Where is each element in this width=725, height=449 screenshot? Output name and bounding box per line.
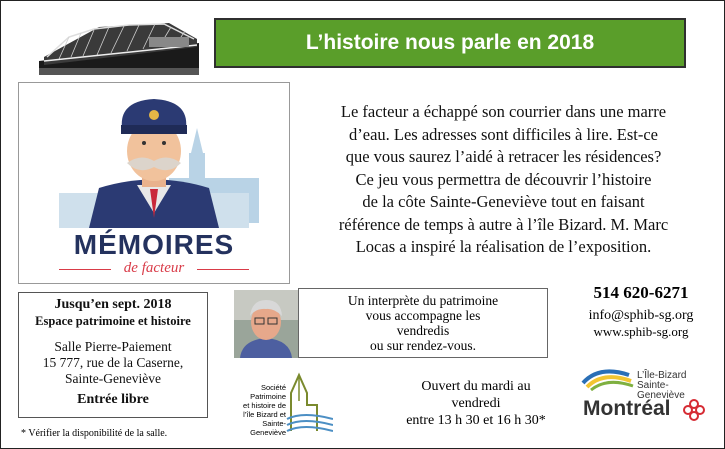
city: Sainte-Geneviève [65, 371, 161, 386]
waves-icon [579, 361, 635, 391]
society-line: Société [260, 383, 286, 392]
venue: Espace patrimoine et histoire [35, 314, 191, 328]
banner-title: L’histoire nous parle en 2018 [305, 31, 595, 54]
address: 15 777, rue de la Caserne, [42, 355, 184, 370]
society-line: l’île Bizard et [243, 410, 286, 419]
phone-number: 514 620-6271 [593, 283, 689, 302]
hours-line: Ouvert du mardi au [421, 379, 531, 394]
divider [197, 269, 249, 270]
room: Salle Pierre-Paiement [54, 339, 172, 354]
society-name [234, 383, 286, 437]
mailman-illustration [19, 83, 289, 228]
description-line: d’eau. Les adresses sont difficiles à lire. Est-ce [349, 124, 658, 144]
footnote: * Vérifier la disponibilité de la salle. [21, 428, 168, 439]
hours-line: vendredi [451, 396, 501, 411]
society-line: et histoire de [243, 401, 286, 410]
website-link[interactable]: www.sphib-sg.org [593, 324, 689, 339]
hours-line: entre 13 h 30 et 16 h 30* [406, 413, 546, 428]
description [301, 101, 706, 259]
borough-line: L’Île-Bizard [637, 370, 687, 381]
interpreter-photo [234, 290, 298, 358]
description-line: de la côte Sainte-Geneviève tout en faisant [362, 192, 645, 211]
interpreter-line: ou sur rendez-vous. [369, 338, 477, 353]
poster-image [18, 82, 290, 284]
email-link[interactable]: info@sphib-sg.org [588, 308, 694, 323]
bridge-photo [39, 13, 199, 75]
dates: Jusqu’en sept. 2018 [54, 297, 172, 312]
interpreter-box [298, 288, 548, 358]
montreal-wordmark: Montréal [583, 397, 671, 420]
interpreter-line: vendredis [396, 323, 450, 338]
montreal-logo [579, 361, 709, 427]
description-line: Le facteur a échappé son courrier dans une marre [340, 102, 667, 121]
description-line: Locas a inspiré la réalisation de l’exposition. [355, 237, 652, 256]
society-line: Sainte-Geneviève [250, 419, 286, 437]
info-box [18, 292, 208, 418]
society-line: Patrimoine [250, 392, 286, 401]
entry: Entrée libre [77, 392, 149, 407]
title-banner [214, 18, 686, 68]
description-line: que vous saurez l’aidé à retracer les résidences? [345, 147, 662, 166]
opening-hours [406, 378, 546, 429]
poster-title: MÉMOIRES [73, 229, 235, 260]
rosette-icon [683, 399, 705, 421]
interpreter-line: vous accompagne les [365, 308, 481, 323]
poster-subtitle: de facteur [123, 260, 185, 276]
description-line: référence de temps à autre à l’île Bizard. M. Marc [338, 214, 669, 234]
interpreter-line: Un interprète du patrimoine [347, 293, 499, 308]
description-line: Ce jeu vous permettra de découvrir l’histoire [355, 169, 652, 189]
borough-line: Sainte-Geneviève [637, 380, 685, 401]
